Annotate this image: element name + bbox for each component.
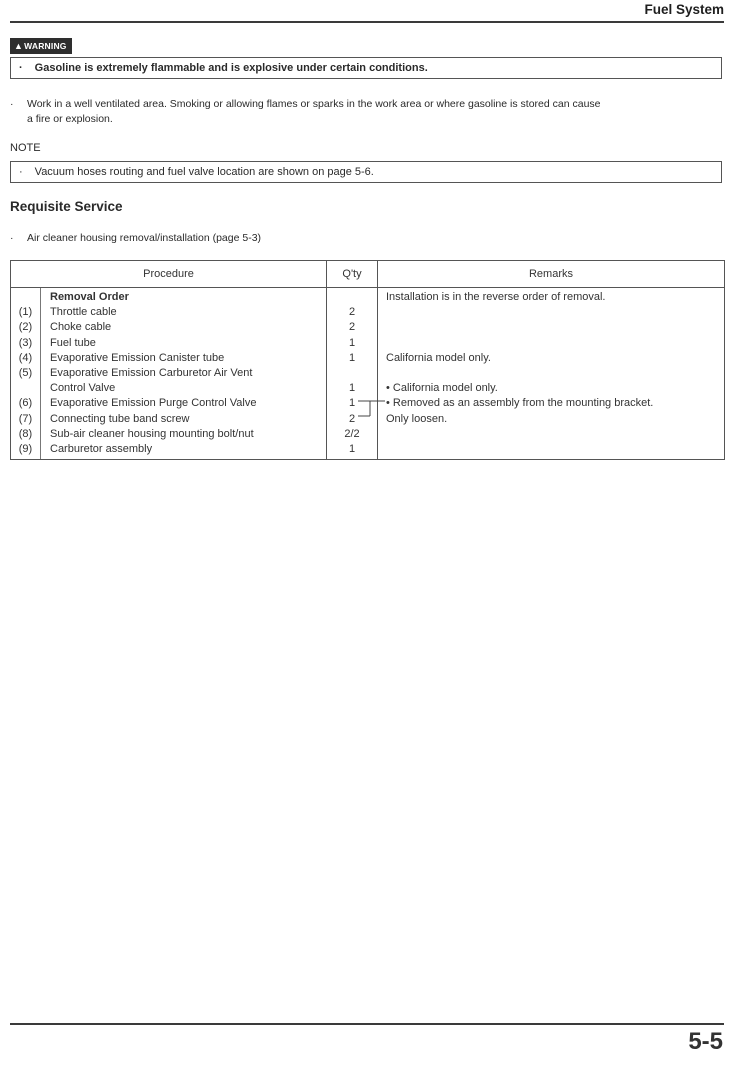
number-column <box>11 288 41 460</box>
procedure-step: Control Valve <box>50 382 116 395</box>
page-number: 5-5 <box>688 1028 723 1055</box>
warning-box <box>10 57 722 79</box>
footer-divider <box>10 1023 724 1025</box>
procedure-table <box>10 260 725 460</box>
qty-value: 1 <box>348 442 356 455</box>
qty-value: 2 <box>348 306 356 319</box>
row-number: (3) <box>18 336 33 349</box>
requisite-service-item <box>10 232 261 244</box>
table-body-row <box>11 288 725 460</box>
remark <box>386 320 724 335</box>
remarks-column <box>378 288 725 460</box>
procedure-step: Evaporative Emission Canister tube <box>50 351 225 364</box>
procedure-step: Evaporative Emission Purge Control Valve <box>50 397 257 410</box>
remark <box>386 366 724 381</box>
procedure-step: Evaporative Emission Carburetor Air Vent <box>50 366 253 379</box>
table-header-row <box>11 261 725 288</box>
requisite-service-text: Air cleaner housing removal/installation (page 5-3) <box>27 232 262 244</box>
row-number: (6) <box>18 397 33 410</box>
qty-value: 2 <box>348 321 356 334</box>
row-number: (2) <box>18 321 33 334</box>
procedure-step: Throttle cable <box>50 306 117 319</box>
row-number: (1) <box>18 306 33 319</box>
safety-text-continued: a fire or explosion. <box>27 112 113 125</box>
procedure-step: Choke cable <box>50 321 112 334</box>
remark <box>386 442 724 457</box>
qty-value: 2/2 <box>344 427 360 440</box>
procedure-step: Carburetor assembly <box>50 442 153 455</box>
remark: • California model only. <box>386 382 498 395</box>
procedure-header: Procedure <box>11 261 327 288</box>
note-box <box>10 161 722 183</box>
row-number: (7) <box>18 412 33 425</box>
procedure-step: Fuel tube <box>50 336 96 349</box>
warning-triangle-icon: ▲ <box>14 41 24 51</box>
qty-header: Q'ty <box>327 261 378 288</box>
qty-value: 1 <box>348 351 356 364</box>
note-text: Vacuum hoses routing and fuel valve location are shown on page 5-6. <box>34 166 374 178</box>
bullet-icon: · <box>19 166 23 178</box>
remark <box>386 336 724 351</box>
warning-badge-label: WARNING <box>24 41 67 51</box>
procedure-step: Sub-air cleaner housing mounting bolt/nut <box>50 427 254 440</box>
bullet-icon: · <box>19 62 23 74</box>
row-number: (4) <box>18 351 33 364</box>
warning-badge <box>10 38 72 54</box>
qty-value: 2 <box>348 412 356 425</box>
safety-text: Work in a well ventilated area. Smoking or allowing flames or sparks in the work area or where gasoline is stored can cause <box>27 98 601 110</box>
qty-value: 1 <box>348 397 356 410</box>
remark: California model only. <box>386 351 491 364</box>
section-title: Fuel System <box>644 2 724 17</box>
qty-value: 1 <box>348 336 356 349</box>
remark: • Removed as an assembly from the mounting bracket. <box>386 397 654 410</box>
remark: Only loosen. <box>386 412 448 425</box>
removal-order-title: Removal Order <box>50 291 129 303</box>
requisite-service-heading: Requisite Service <box>10 199 123 214</box>
row-number: (8) <box>18 427 33 440</box>
group-remark: Installation is in the reverse order of removal. <box>386 291 606 303</box>
row-number: (5) <box>18 366 33 379</box>
qty-value: 1 <box>348 382 356 395</box>
procedure-column <box>41 288 327 460</box>
remarks-header: Remarks <box>378 261 725 288</box>
warning-text: Gasoline is extremely flammable and is explosive under certain conditions. <box>34 62 428 74</box>
header-divider <box>10 21 724 23</box>
remark <box>386 427 724 442</box>
safety-paragraph <box>10 97 724 126</box>
remark <box>386 305 724 320</box>
row-number: (9) <box>18 442 33 455</box>
bullet-icon: · <box>10 232 14 244</box>
procedure-step: Connecting tube band screw <box>50 412 190 425</box>
qty-column <box>327 288 378 460</box>
bullet-icon: · <box>10 98 14 110</box>
row-number <box>11 381 40 396</box>
qty-bracket <box>327 288 377 458</box>
note-label: NOTE <box>10 142 41 154</box>
